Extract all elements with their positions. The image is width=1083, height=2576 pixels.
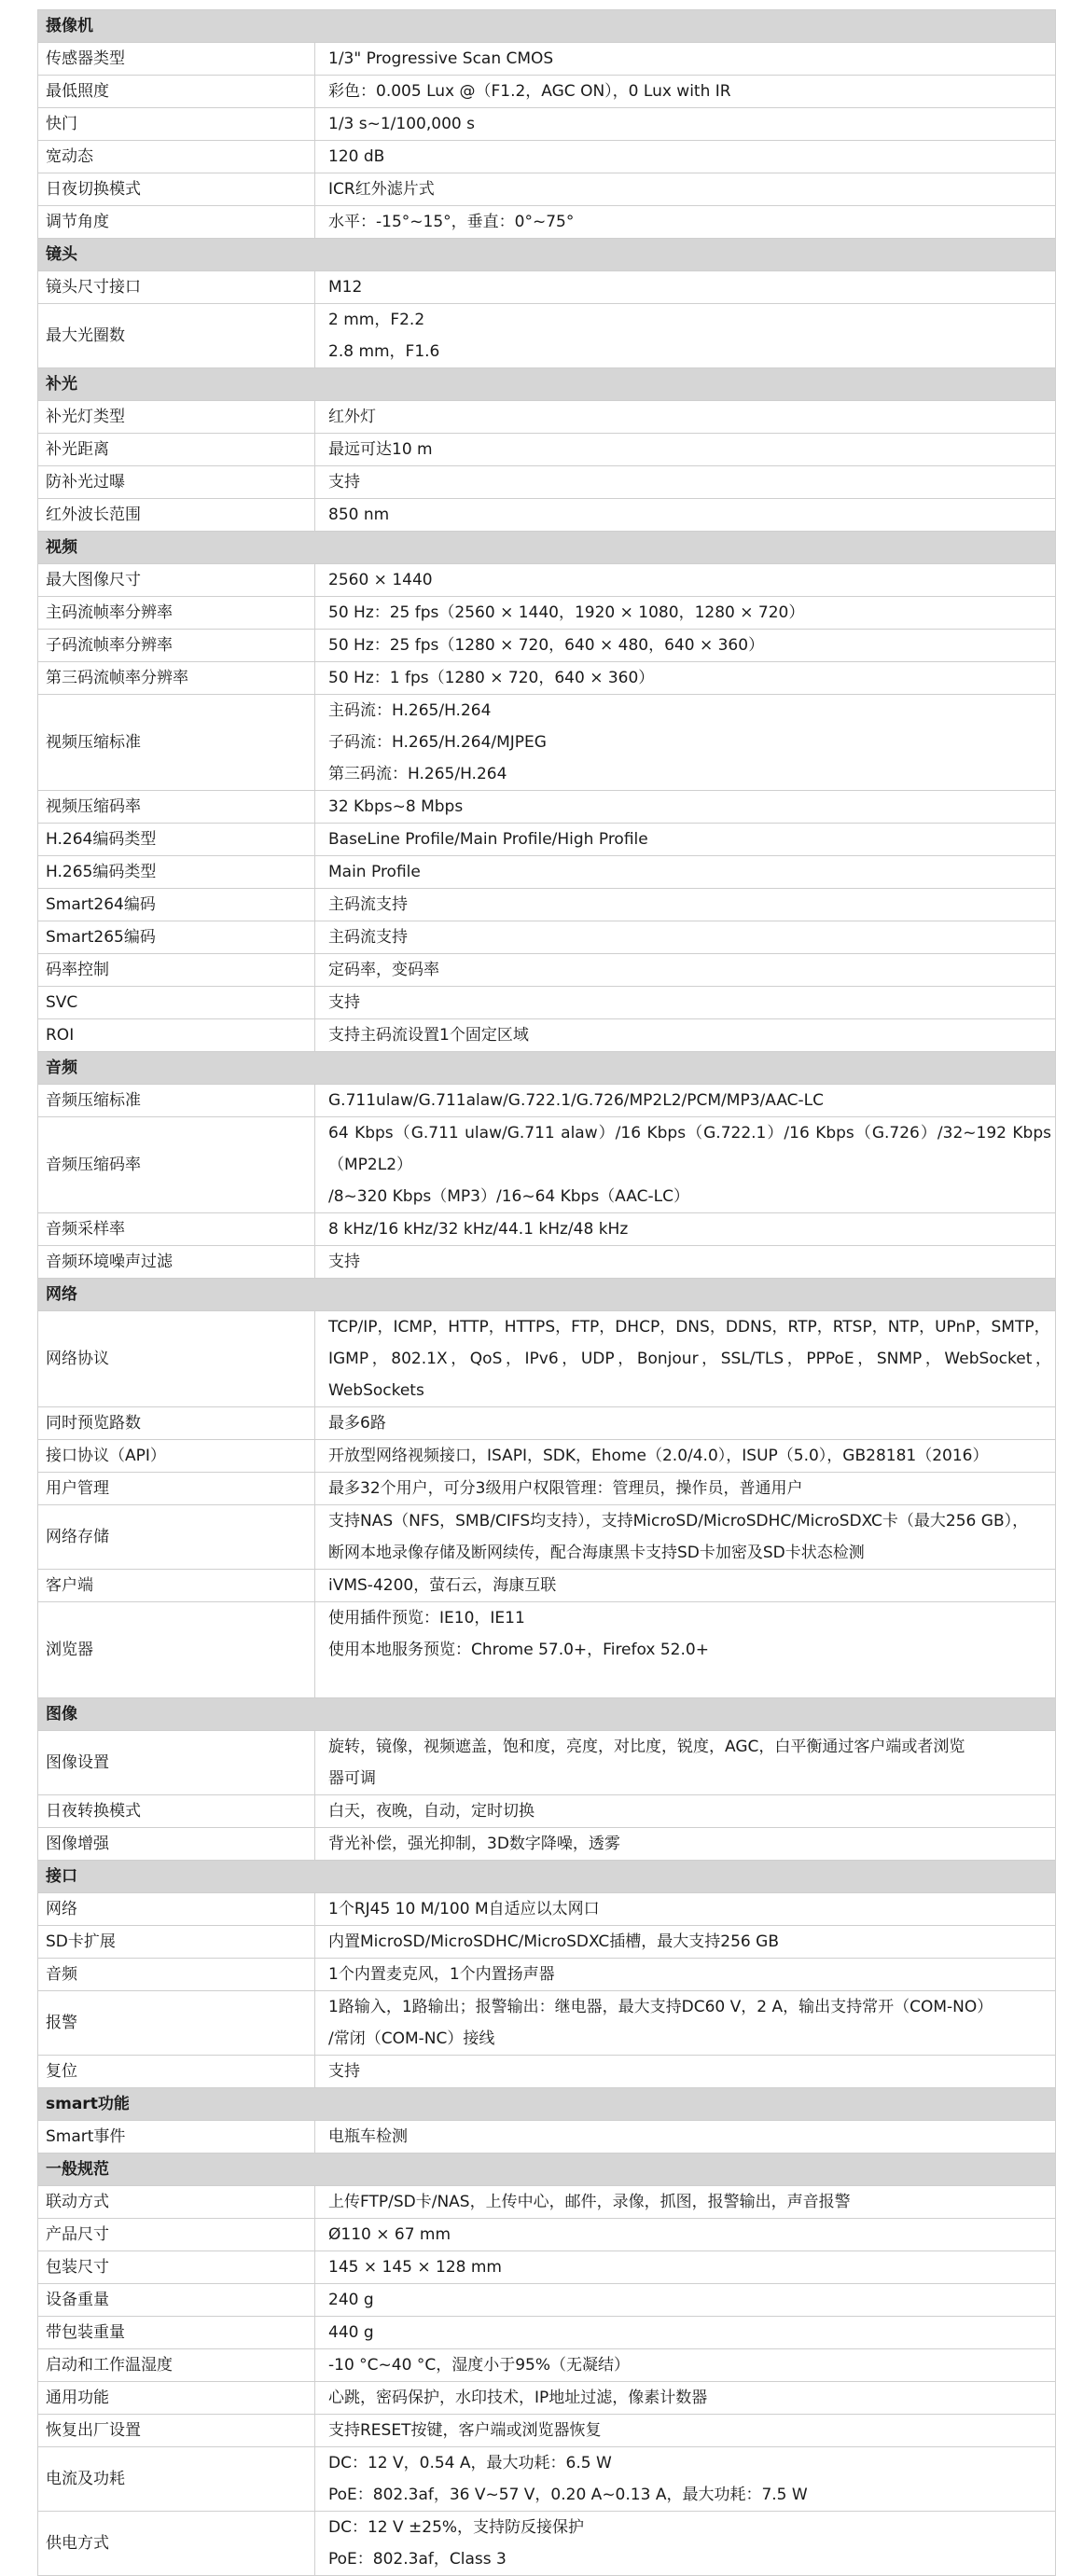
spec-value-line: M12	[328, 278, 363, 297]
spec-value	[315, 2512, 1056, 2576]
table-row	[38, 1473, 1056, 1505]
section-header	[38, 1052, 1056, 1085]
section-title: 图像	[38, 1698, 1056, 1731]
spec-value	[315, 1505, 1056, 1570]
spec-value-line: 器可调	[328, 1769, 376, 1788]
spec-label: 供电方式	[38, 2512, 315, 2576]
table-row	[38, 2219, 1056, 2251]
spec-label: 子码流帧率分辨率	[38, 630, 315, 662]
spec-value-line: DC：12 V，0.54 A，最大功耗：6.5 W	[328, 2454, 612, 2472]
spec-label: 红外波长范围	[38, 499, 315, 532]
spec-value	[315, 662, 1056, 695]
table-row	[38, 791, 1056, 824]
spec-label: ROI	[38, 1019, 315, 1052]
spec-label: 恢复出厂设置	[38, 2415, 315, 2447]
spec-value	[315, 2219, 1056, 2251]
spec-label: 带包装重量	[38, 2317, 315, 2349]
section-header	[38, 532, 1056, 564]
table-row	[38, 2251, 1056, 2284]
spec-table	[37, 9, 1056, 2576]
spec-value	[315, 2349, 1056, 2382]
spec-label: 传感器类型	[38, 43, 315, 76]
table-row	[38, 987, 1056, 1019]
spec-value	[315, 2284, 1056, 2317]
table-row	[38, 1085, 1056, 1117]
spec-value-line: 支持	[328, 1253, 360, 1271]
spec-value-line: 1路输入，1路输出；报警输出：继电器，最大支持DC60 V，2 A，输出支持常开（COM-NO）	[328, 1998, 993, 2016]
table-row	[38, 43, 1056, 76]
section-title: smart功能	[38, 2088, 1056, 2121]
spec-value-line: 2560 × 1440	[328, 571, 433, 589]
spec-value-line: 50 Hz：25 fps（2560 × 1440，1920 × 1080，1280 × 720）	[328, 603, 805, 622]
table-row	[38, 1828, 1056, 1861]
spec-value	[315, 1407, 1056, 1440]
spec-value	[315, 2186, 1056, 2219]
spec-value	[315, 108, 1056, 141]
spec-value-line: 850 nm	[328, 506, 390, 524]
table-row	[38, 2447, 1056, 2512]
spec-label: 镜头尺寸接口	[38, 271, 315, 304]
table-row	[38, 466, 1056, 499]
table-row	[38, 695, 1056, 791]
spec-label: 调节角度	[38, 206, 315, 239]
spec-value-line: Ø110 × 67 mm	[328, 2225, 451, 2244]
spec-value	[315, 304, 1056, 368]
section-title: 网络	[38, 1279, 1056, 1311]
spec-value-line: 8 kHz/16 kHz/32 kHz/44.1 kHz/48 kHz	[328, 1220, 629, 1239]
spec-value	[315, 1085, 1056, 1117]
spec-value-line: 440 g	[328, 2323, 374, 2342]
spec-value-line: /常闭（COM-NC）接线	[328, 2029, 495, 2048]
table-row	[38, 1440, 1056, 1473]
spec-value-line: 使用本地服务预览：Chrome 57.0+，Firefox 52.0+	[328, 1641, 709, 1659]
table-row	[38, 921, 1056, 954]
spec-value	[315, 2121, 1056, 2154]
spec-value	[315, 889, 1056, 921]
spec-value	[315, 271, 1056, 304]
spec-value	[315, 141, 1056, 173]
table-row	[38, 1246, 1056, 1279]
spec-value	[315, 2382, 1056, 2415]
table-row	[38, 1991, 1056, 2056]
table-row	[38, 76, 1056, 108]
spec-label: 音频采样率	[38, 1213, 315, 1246]
section-header	[38, 368, 1056, 401]
section-header	[38, 2154, 1056, 2186]
table-row	[38, 1213, 1056, 1246]
spec-label: 主码流帧率分辨率	[38, 597, 315, 630]
spec-value-line: 64 Kbps（G.711 ulaw/G.711 alaw）/16 Kbps（G.722.1）/16 Kbps（G.726）/32~192 Kbps（MP2L2）	[328, 1124, 1051, 1174]
spec-value	[315, 1602, 1056, 1698]
table-row	[38, 499, 1056, 532]
spec-value-line: PoE：802.3af，36 V~57 V，0.20 A~0.13 A，最大功耗：7.5 W	[328, 2486, 808, 2504]
spec-label: 图像增强	[38, 1828, 315, 1861]
spec-label: 音频	[38, 1959, 315, 1991]
table-row	[38, 1795, 1056, 1828]
spec-value-line: 定码率，变码率	[328, 961, 439, 979]
spec-label: H.265编码类型	[38, 856, 315, 889]
table-row	[38, 1926, 1056, 1959]
section-title: 镜头	[38, 239, 1056, 271]
table-row	[38, 173, 1056, 206]
spec-value-line: -10 °C~40 °C，湿度小于95%（无凝结）	[328, 2356, 630, 2375]
spec-value-line: 支持	[328, 2062, 360, 2081]
spec-value-line: 上传FTP/SD卡/NAS，上传中心，邮件，录像，抓图，报警输出，声音报警	[328, 2193, 851, 2211]
section-header	[38, 1698, 1056, 1731]
spec-label: 客户端	[38, 1570, 315, 1602]
spec-value	[315, 466, 1056, 499]
spec-value-line: 最远可达10 m	[328, 440, 433, 459]
table-row	[38, 2317, 1056, 2349]
section-header	[38, 10, 1056, 43]
spec-value-line: 2 mm，F2.2	[328, 311, 425, 329]
spec-label: 通用功能	[38, 2382, 315, 2415]
spec-label: H.264编码类型	[38, 824, 315, 856]
spec-value-line: ICR红外滤片式	[328, 180, 435, 199]
spec-label: 音频环境噪声过滤	[38, 1246, 315, 1279]
spec-value-line: 1/3" Progressive Scan CMOS	[328, 49, 554, 68]
spec-value-line: 白天，夜晚，自动，定时切换	[328, 1802, 535, 1821]
spec-value-line: 最多6路	[328, 1414, 386, 1433]
spec-value-line: 主码流：H.265/H.264	[328, 701, 492, 720]
spec-value-line: 50 Hz：25 fps（1280 × 720，640 × 480，640 × 360）	[328, 636, 765, 655]
spec-value-line: /8~320 Kbps（MP3）/16~64 Kbps（AAC-LC）	[328, 1187, 689, 1206]
table-row	[38, 271, 1056, 304]
spec-value-line: 子码流：H.265/H.264/MJPEG	[328, 733, 547, 752]
spec-value-line: 开放型网络视频接口，ISAPI，SDK，Ehome（2.0/4.0），ISUP（5.0），GB28181（2016）	[328, 1447, 989, 1465]
section-title: 接口	[38, 1861, 1056, 1893]
spec-value-line: 最多32个用户，可分3级用户权限管理：管理员，操作员，普通用户	[328, 1479, 803, 1498]
spec-value-line: 120 dB	[328, 147, 385, 166]
spec-value	[315, 206, 1056, 239]
spec-label: 防补光过曝	[38, 466, 315, 499]
table-row	[38, 401, 1056, 434]
spec-value	[315, 1213, 1056, 1246]
spec-value	[315, 1959, 1056, 1991]
spec-value-line: 支持	[328, 473, 360, 492]
spec-label: 第三码流帧率分辨率	[38, 662, 315, 695]
table-row	[38, 434, 1056, 466]
spec-value-line: PoE：802.3af，Class 3	[328, 2550, 507, 2569]
spec-label: 宽动态	[38, 141, 315, 173]
table-row	[38, 2512, 1056, 2576]
spec-value	[315, 921, 1056, 954]
section-title: 一般规范	[38, 2154, 1056, 2186]
spec-value	[315, 76, 1056, 108]
spec-value	[315, 791, 1056, 824]
section-title: 补光	[38, 368, 1056, 401]
spec-value	[315, 1117, 1056, 1213]
spec-label: Smart事件	[38, 2121, 315, 2154]
table-row	[38, 597, 1056, 630]
table-row	[38, 662, 1056, 695]
spec-label: 补光距离	[38, 434, 315, 466]
spec-label: 设备重量	[38, 2284, 315, 2317]
spec-label: 同时预览路数	[38, 1407, 315, 1440]
spec-value	[315, 1893, 1056, 1926]
spec-value	[315, 1440, 1056, 1473]
spec-value-line: IGMP，802.1X，QoS，IPv6，UDP，Bonjour，SSL/TLS，PPPoE，SNMP，WebSocket，WebSockets	[328, 1350, 1051, 1400]
spec-label: 网络	[38, 1893, 315, 1926]
table-row	[38, 1602, 1056, 1698]
spec-value-line: 电瓶车检测	[328, 2127, 408, 2146]
spec-label: 用户管理	[38, 1473, 315, 1505]
spec-value	[315, 1246, 1056, 1279]
spec-label: 产品尺寸	[38, 2219, 315, 2251]
table-row	[38, 856, 1056, 889]
table-row	[38, 2121, 1056, 2154]
spec-value-line: 32 Kbps~8 Mbps	[328, 797, 464, 816]
section-header	[38, 1861, 1056, 1893]
spec-value-line: 50 Hz：1 fps（1280 × 720，640 × 360）	[328, 669, 655, 687]
spec-label: 接口协议（API）	[38, 1440, 315, 1473]
spec-value-line: 1/3 s~1/100,000 s	[328, 115, 475, 133]
spec-value-line: 使用插件预览：IE10，IE11	[328, 1609, 525, 1627]
spec-value-line	[328, 1666, 1051, 1697]
spec-label: 启动和工作温湿度	[38, 2349, 315, 2382]
table-row	[38, 2284, 1056, 2317]
spec-label: 音频压缩标准	[38, 1085, 315, 1117]
table-row	[38, 564, 1056, 597]
spec-value	[315, 43, 1056, 76]
spec-value	[315, 824, 1056, 856]
spec-label: 最大图像尺寸	[38, 564, 315, 597]
spec-value-line: 彩色：0.005 Lux @（F1.2，AGC ON），0 Lux with IR	[328, 82, 731, 101]
spec-value-line: 主码流支持	[328, 895, 408, 914]
section-title: 视频	[38, 532, 1056, 564]
spec-value	[315, 1795, 1056, 1828]
section-title: 音频	[38, 1052, 1056, 1085]
spec-label: 码率控制	[38, 954, 315, 987]
spec-value	[315, 434, 1056, 466]
section-header	[38, 2088, 1056, 2121]
spec-value	[315, 1731, 1056, 1795]
spec-label: 联动方式	[38, 2186, 315, 2219]
spec-value-line: 红外灯	[328, 408, 376, 426]
spec-value	[315, 564, 1056, 597]
spec-value	[315, 1991, 1056, 2056]
spec-value	[315, 2447, 1056, 2512]
spec-label: 复位	[38, 2056, 315, 2088]
table-row	[38, 1505, 1056, 1570]
section-header	[38, 1279, 1056, 1311]
spec-label: 快门	[38, 108, 315, 141]
table-row	[38, 206, 1056, 239]
spec-label: 日夜切换模式	[38, 173, 315, 206]
spec-value-line: 心跳，密码保护，水印技术，IP地址过滤，像素计数器	[328, 2389, 708, 2407]
spec-label: 报警	[38, 1991, 315, 2056]
table-row	[38, 889, 1056, 921]
spec-value-line: 1个RJ45 10 M/100 M自适应以太网口	[328, 1900, 600, 1918]
spec-label: Smart264编码	[38, 889, 315, 921]
spec-value-line: 支持RESET按键，客户端或浏览器恢复	[328, 2421, 602, 2440]
spec-label: Smart265编码	[38, 921, 315, 954]
table-row	[38, 304, 1056, 368]
spec-label: 日夜转换模式	[38, 1795, 315, 1828]
spec-value	[315, 856, 1056, 889]
spec-value	[315, 2415, 1056, 2447]
spec-label: 最大光圈数	[38, 304, 315, 368]
table-row	[38, 1731, 1056, 1795]
spec-label: SVC	[38, 987, 315, 1019]
table-row	[38, 141, 1056, 173]
table-row	[38, 2056, 1056, 2088]
spec-value-line: Main Profile	[328, 863, 421, 881]
spec-value	[315, 954, 1056, 987]
section-title: 摄像机	[38, 10, 1056, 43]
spec-value-line: 背光补偿，强光抑制，3D数字降噪，透雾	[328, 1835, 620, 1853]
spec-value-line: 内置MicroSD/MicroSDHC/MicroSDXC插槽，最大支持256 GB	[328, 1932, 779, 1951]
table-row	[38, 1570, 1056, 1602]
table-row	[38, 1959, 1056, 1991]
spec-value-line: 145 × 145 × 128 mm	[328, 2258, 502, 2277]
spec-label: 视频压缩码率	[38, 791, 315, 824]
spec-label: 网络存储	[38, 1505, 315, 1570]
spec-value-line: BaseLine Profile/Main Profile/High Profile	[328, 830, 648, 849]
spec-label: 最低照度	[38, 76, 315, 108]
spec-value	[315, 2056, 1056, 2088]
spec-value	[315, 1311, 1056, 1407]
table-row	[38, 954, 1056, 987]
table-row	[38, 824, 1056, 856]
spec-value-line: 主码流支持	[328, 928, 408, 947]
spec-value	[315, 1926, 1056, 1959]
spec-label: 包装尺寸	[38, 2251, 315, 2284]
spec-label: 网络协议	[38, 1311, 315, 1407]
table-row	[38, 1311, 1056, 1407]
spec-label: SD卡扩展	[38, 1926, 315, 1959]
table-row	[38, 108, 1056, 141]
spec-value	[315, 695, 1056, 791]
spec-value	[315, 630, 1056, 662]
table-row	[38, 1893, 1056, 1926]
spec-label: 音频压缩码率	[38, 1117, 315, 1213]
spec-label: 补光灯类型	[38, 401, 315, 434]
table-row	[38, 2382, 1056, 2415]
table-row	[38, 1117, 1056, 1213]
spec-value-line: 支持	[328, 993, 360, 1012]
spec-value-line: DC：12 V ±25%，支持防反接保护	[328, 2518, 585, 2537]
table-row	[38, 1407, 1056, 1440]
spec-value-line: 断网本地录像存储及断网续传，配合海康黑卡支持SD卡加密及SD卡状态检测	[328, 1544, 865, 1562]
spec-value-line: TCP/IP，ICMP，HTTP，HTTPS，FTP，DHCP，DNS，DDNS，RTP，RTSP，NTP，UPnP，SMTP，	[328, 1318, 1050, 1336]
spec-value	[315, 1570, 1056, 1602]
table-row	[38, 2349, 1056, 2382]
spec-label: 图像设置	[38, 1731, 315, 1795]
table-row	[38, 630, 1056, 662]
spec-value-line: G.711ulaw/G.711alaw/G.722.1/G.726/MP2L2/PCM/MP3/AAC-LC	[328, 1091, 825, 1110]
spec-value	[315, 401, 1056, 434]
spec-value	[315, 2317, 1056, 2349]
spec-value	[315, 1019, 1056, 1052]
spec-value-line: 第三码流：H.265/H.264	[328, 765, 507, 783]
spec-value-line: iVMS-4200，萤石云，海康互联	[328, 1576, 557, 1595]
spec-value	[315, 1828, 1056, 1861]
table-row	[38, 2186, 1056, 2219]
spec-value-line: 水平：-15°~15°，垂直：0°~75°	[328, 213, 575, 231]
spec-value-line: 1个内置麦克风，1个内置扬声器	[328, 1965, 555, 1984]
spec-value	[315, 2251, 1056, 2284]
spec-label: 浏览器	[38, 1602, 315, 1698]
spec-sheet	[37, 9, 1056, 2576]
spec-value-line: 支持主码流设置1个固定区域	[328, 1026, 529, 1045]
spec-value-line: 支持NAS（NFS，SMB/CIFS均支持），支持MicroSD/MicroSDHC/MicroSDXC卡（最大256 GB），	[328, 1512, 1029, 1530]
spec-value-line: 2.8 mm，F1.6	[328, 342, 440, 361]
section-header	[38, 239, 1056, 271]
spec-value	[315, 173, 1056, 206]
spec-value	[315, 597, 1056, 630]
spec-value-line: 旋转，镜像，视频遮盖，饱和度，亮度，对比度，锐度，AGC，白平衡通过客户端或者浏览	[328, 1738, 965, 1756]
table-row	[38, 2415, 1056, 2447]
table-row	[38, 1019, 1056, 1052]
spec-value	[315, 499, 1056, 532]
spec-label: 视频压缩标准	[38, 695, 315, 791]
spec-value	[315, 987, 1056, 1019]
spec-label: 电流及功耗	[38, 2447, 315, 2512]
spec-value-line: 240 g	[328, 2291, 374, 2309]
spec-value	[315, 1473, 1056, 1505]
